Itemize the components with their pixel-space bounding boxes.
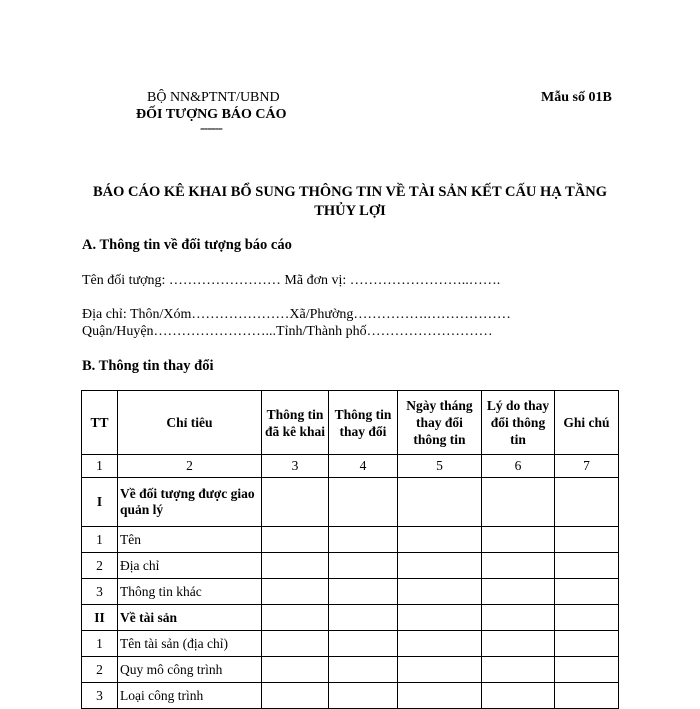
table-cell bbox=[482, 527, 555, 553]
column-number-row bbox=[82, 455, 619, 478]
agency-name: BỘ NN&PTNT/UBND bbox=[147, 90, 280, 105]
row-index: 2 bbox=[82, 657, 118, 683]
table-header-row bbox=[82, 391, 619, 455]
table-row bbox=[82, 478, 619, 527]
table-cell bbox=[262, 657, 329, 683]
table-cell bbox=[398, 631, 482, 657]
table-row bbox=[82, 683, 619, 709]
row-index: 1 bbox=[82, 527, 118, 553]
address-line-2: Quận/Huyện……………………...Tỉnh/Thành phố……………………… bbox=[82, 324, 493, 339]
column-number: 4 bbox=[329, 455, 398, 478]
section-b-heading: B. Thông tin thay đổi bbox=[82, 358, 214, 374]
row-index: 3 bbox=[82, 683, 118, 709]
table-cell bbox=[398, 579, 482, 605]
table-row bbox=[82, 527, 619, 553]
table-row bbox=[82, 579, 619, 605]
column-header: Thông tin thay đổi bbox=[329, 391, 398, 455]
table-cell bbox=[329, 579, 398, 605]
row-index: 3 bbox=[82, 579, 118, 605]
row-index: 2 bbox=[82, 553, 118, 579]
column-number: 2 bbox=[118, 455, 262, 478]
header-rule: ------ bbox=[200, 121, 222, 136]
table-cell bbox=[329, 683, 398, 709]
row-label: Địa chỉ bbox=[118, 553, 262, 579]
row-label: Thông tin khác bbox=[118, 579, 262, 605]
table-cell bbox=[555, 657, 619, 683]
table-cell bbox=[262, 579, 329, 605]
table-cell bbox=[555, 527, 619, 553]
table-cell bbox=[482, 478, 555, 527]
column-header: Chỉ tiêu bbox=[118, 391, 262, 455]
column-number: 1 bbox=[82, 455, 118, 478]
table-cell bbox=[555, 579, 619, 605]
table-row bbox=[82, 605, 619, 631]
column-header: Thông tin đã kê khai bbox=[262, 391, 329, 455]
address-line-1: Địa chỉ: Thôn/Xóm…………………Xã/Phường…………….……………… bbox=[82, 307, 511, 322]
row-label: Quy mô công trình bbox=[118, 657, 262, 683]
table-cell bbox=[329, 478, 398, 527]
table-cell bbox=[262, 631, 329, 657]
table-cell bbox=[398, 527, 482, 553]
column-header: Ghi chú bbox=[555, 391, 619, 455]
table-cell bbox=[329, 553, 398, 579]
table-cell bbox=[262, 683, 329, 709]
row-label: Về tài sản bbox=[118, 605, 262, 631]
table-cell bbox=[555, 631, 619, 657]
table-cell bbox=[262, 553, 329, 579]
entity-name-line: Tên đối tượng: …………………… Mã đơn vị: ……………………..……. bbox=[82, 273, 501, 288]
table-cell bbox=[329, 527, 398, 553]
column-number: 6 bbox=[482, 455, 555, 478]
table-row bbox=[82, 631, 619, 657]
reporting-subject: ĐỐI TƯỢNG BÁO CÁO bbox=[136, 107, 287, 122]
table-cell bbox=[482, 579, 555, 605]
table-cell bbox=[329, 631, 398, 657]
table-cell bbox=[329, 605, 398, 631]
table-cell bbox=[482, 553, 555, 579]
table-cell bbox=[262, 605, 329, 631]
document-title-line1: BÁO CÁO KÊ KHAI BỔ SUNG THÔNG TIN VỀ TÀI SẢN KẾT CẤU HẠ TẦNG bbox=[92, 184, 608, 200]
row-index: II bbox=[82, 605, 118, 631]
column-header: TT bbox=[82, 391, 118, 455]
column-header: Lý do thay đổi thông tin bbox=[482, 391, 555, 455]
table-cell bbox=[398, 478, 482, 527]
table-row bbox=[82, 657, 619, 683]
table-cell bbox=[482, 683, 555, 709]
table-cell bbox=[482, 657, 555, 683]
section-a-heading: A. Thông tin về đối tượng báo cáo bbox=[82, 237, 292, 253]
table-row bbox=[82, 553, 619, 579]
table-cell bbox=[398, 657, 482, 683]
row-label: Về đối tượng được giao quản lý bbox=[118, 478, 262, 527]
column-number: 7 bbox=[555, 455, 619, 478]
table-cell bbox=[482, 631, 555, 657]
document-title-line2: THỦY LỢI bbox=[314, 203, 386, 219]
column-number: 5 bbox=[398, 455, 482, 478]
table-cell bbox=[555, 478, 619, 527]
column-number: 3 bbox=[262, 455, 329, 478]
row-index: I bbox=[82, 478, 118, 527]
row-label: Tên bbox=[118, 527, 262, 553]
column-header: Ngày tháng thay đổi thông tin bbox=[398, 391, 482, 455]
row-index: 1 bbox=[82, 631, 118, 657]
change-info-table bbox=[81, 390, 619, 709]
table-cell bbox=[555, 683, 619, 709]
form-number: Mẫu số 01B bbox=[541, 90, 612, 105]
row-label: Loại công trình bbox=[118, 683, 262, 709]
table-cell bbox=[555, 605, 619, 631]
table-cell bbox=[398, 683, 482, 709]
table-cell bbox=[398, 553, 482, 579]
table-cell bbox=[555, 553, 619, 579]
table-cell bbox=[329, 657, 398, 683]
table-cell bbox=[482, 605, 555, 631]
row-label: Tên tài sản (địa chỉ) bbox=[118, 631, 262, 657]
table-cell bbox=[262, 527, 329, 553]
table-cell bbox=[398, 605, 482, 631]
table-cell bbox=[262, 478, 329, 527]
